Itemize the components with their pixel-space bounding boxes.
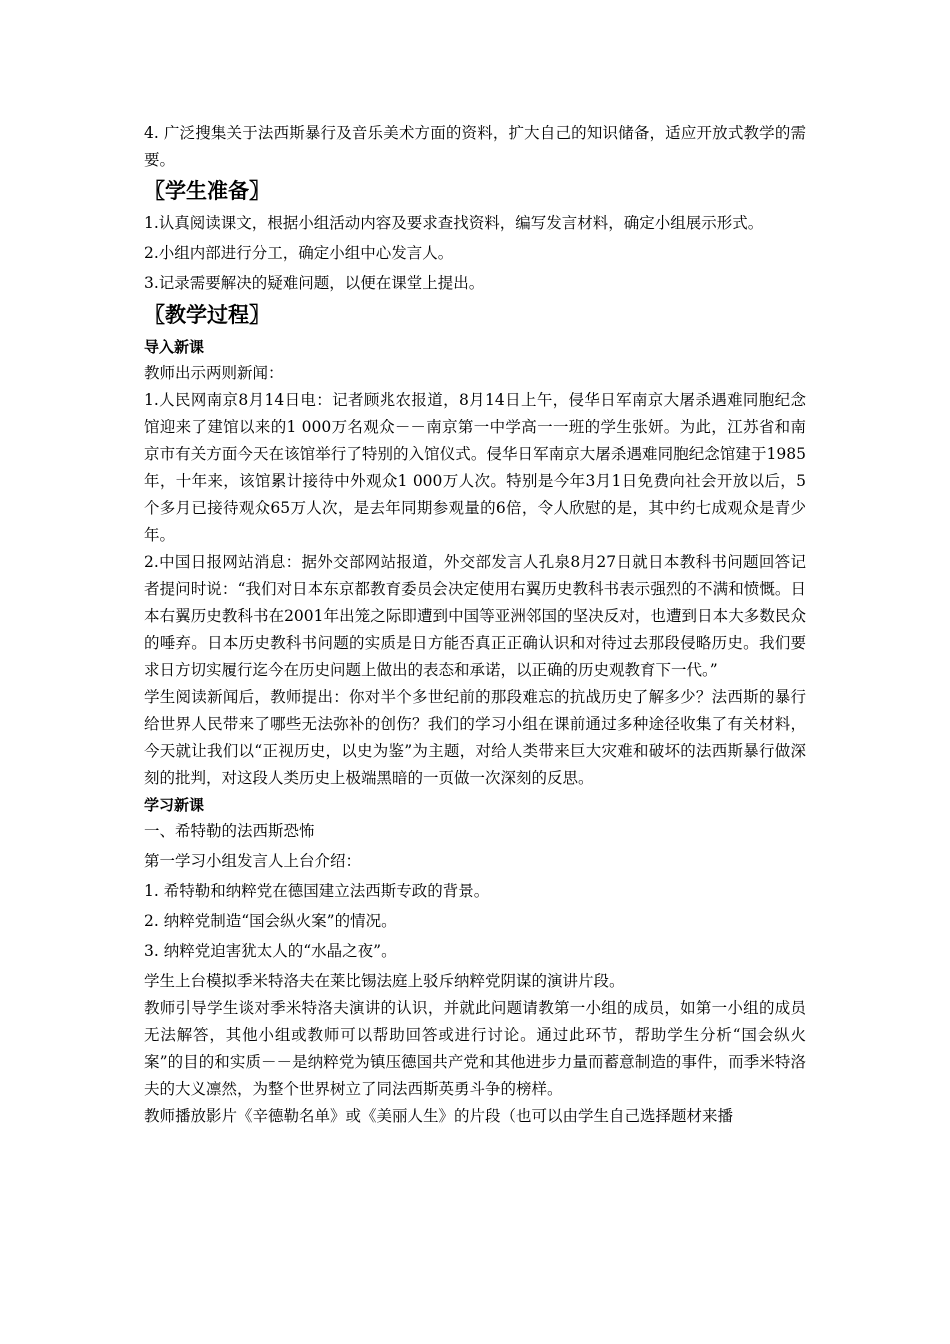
student-prep-item-2: 2.小组内部进行分工，确定小组中心发言人。 bbox=[144, 244, 454, 262]
speech-activity: 学生上台模拟季米特洛夫在莱比锡法庭上驳斥纳粹党阴谋的演讲片段。 bbox=[144, 972, 625, 990]
teaching-process-heading: 〖教学过程〗 bbox=[144, 303, 270, 327]
intro-subheading: 导入新课 bbox=[144, 338, 205, 356]
news-item-2: 2.中国日报网站消息：据外交部网站报道，外交部发言人孔泉8月27日就日本教科书问题回答记者提问时说：“我们对日本东京都教育委员会决定使用右翼历史教科书表示强烈的不满和愤慨。日本右翼历史教科书在2001年出笼之际即遭到中国等亚洲邻国的坚决反对，也遭到日本大多数民众的唾弃。日本历史教科书问题的实质是日方能否真正正确认识和对待过去那段侵略历史。我们要求日方切实履行迄今在历史问题上做出的表态和承诺，以正确的历史观教育下一代。” bbox=[144, 553, 806, 679]
after-reading-paragraph: 学生阅读新闻后，教师提出：你对半个多世纪前的那段难忘的抗战历史了解多少？法西斯的暴行给世界人民带来了哪些无法弥补的创伤？我们的学习小组在课前通过多种途径收集了有关材料，今天就让我们以“正视历史，以史为鉴”为主题，对给人类带来巨大灾难和破坏的法西斯暴行做深刻的批判，对这段人类历史上极端黑暗的一页做一次深刻的反思。 bbox=[144, 688, 806, 787]
section-1-title: 一、希特勒的法西斯恐怖 bbox=[144, 822, 315, 840]
group-1-item-2: 2. 纳粹党制造“国会纵火案”的情况。 bbox=[144, 912, 397, 930]
student-prep-heading: 〖学生准备〗 bbox=[144, 179, 270, 203]
group-1-item-1: 1. 希特勒和纳粹党在德国建立法西斯专政的背景。 bbox=[144, 882, 490, 900]
news-item-1: 1.人民网南京8月14日电：记者顾兆农报道，8月14日上午，侵华日军南京大屠杀遇难同胞纪念馆迎来了建馆以来的1 000万名观众－－南京第一中学高一一班的学生张妍。为此，江苏省和南京市有关方面今天在该馆举行了特别的入馆仪式。侵华日军南京大屠杀遇难同胞纪念馆建于1985年，十年来，该馆累计接待中外观众1 000万人次。特别是今年3月1日免费向社会开放以后，5个多月已接待观众65万人次，是去年同期参观量的6倍，令人欣慰的是，其中约七成观众是青少年。 bbox=[144, 391, 806, 544]
intro-lead: 教师出示两则新闻： bbox=[144, 364, 284, 382]
student-prep-item-3: 3.记录需要解决的疑难问题，以便在课堂上提出。 bbox=[144, 274, 485, 292]
group-1-intro: 第一学习小组发言人上台介绍： bbox=[144, 852, 362, 870]
document-body bbox=[144, 120, 806, 1130]
group-1-item-3: 3. 纳粹党迫害犹太人的“水晶之夜”。 bbox=[144, 942, 397, 960]
film-line: 教师播放影片《辛德勒名单》或《美丽人生》的片段（也可以由学生自己选择题材来播 bbox=[144, 1107, 734, 1125]
new-lesson-subheading: 学习新课 bbox=[144, 796, 205, 814]
teacher-guide-paragraph: 教师引导学生谈对季米特洛夫演讲的认识，并就此问题请教第一小组的成员，如第一小组的成员无法解答，其他小组或教师可以帮助回答或进行讨论。通过此环节，帮助学生分析“国会纵火案”的目的和实质－－是纳粹党为镇压德国共产党和其他进步力量而蓄意制造的事件，而季米特洛夫的大义凛然，为整个世界树立了同法西斯英勇斗争的榜样。 bbox=[144, 999, 806, 1098]
student-prep-item-1: 1.认真阅读课文，根据小组活动内容及要求查找资料，编写发言材料，确定小组展示形式。 bbox=[144, 214, 764, 232]
intro-paragraph: 4. 广泛搜集关于法西斯暴行及音乐美术方面的资料，扩大自己的知识储备，适应开放式教学的需要。 bbox=[144, 124, 806, 169]
